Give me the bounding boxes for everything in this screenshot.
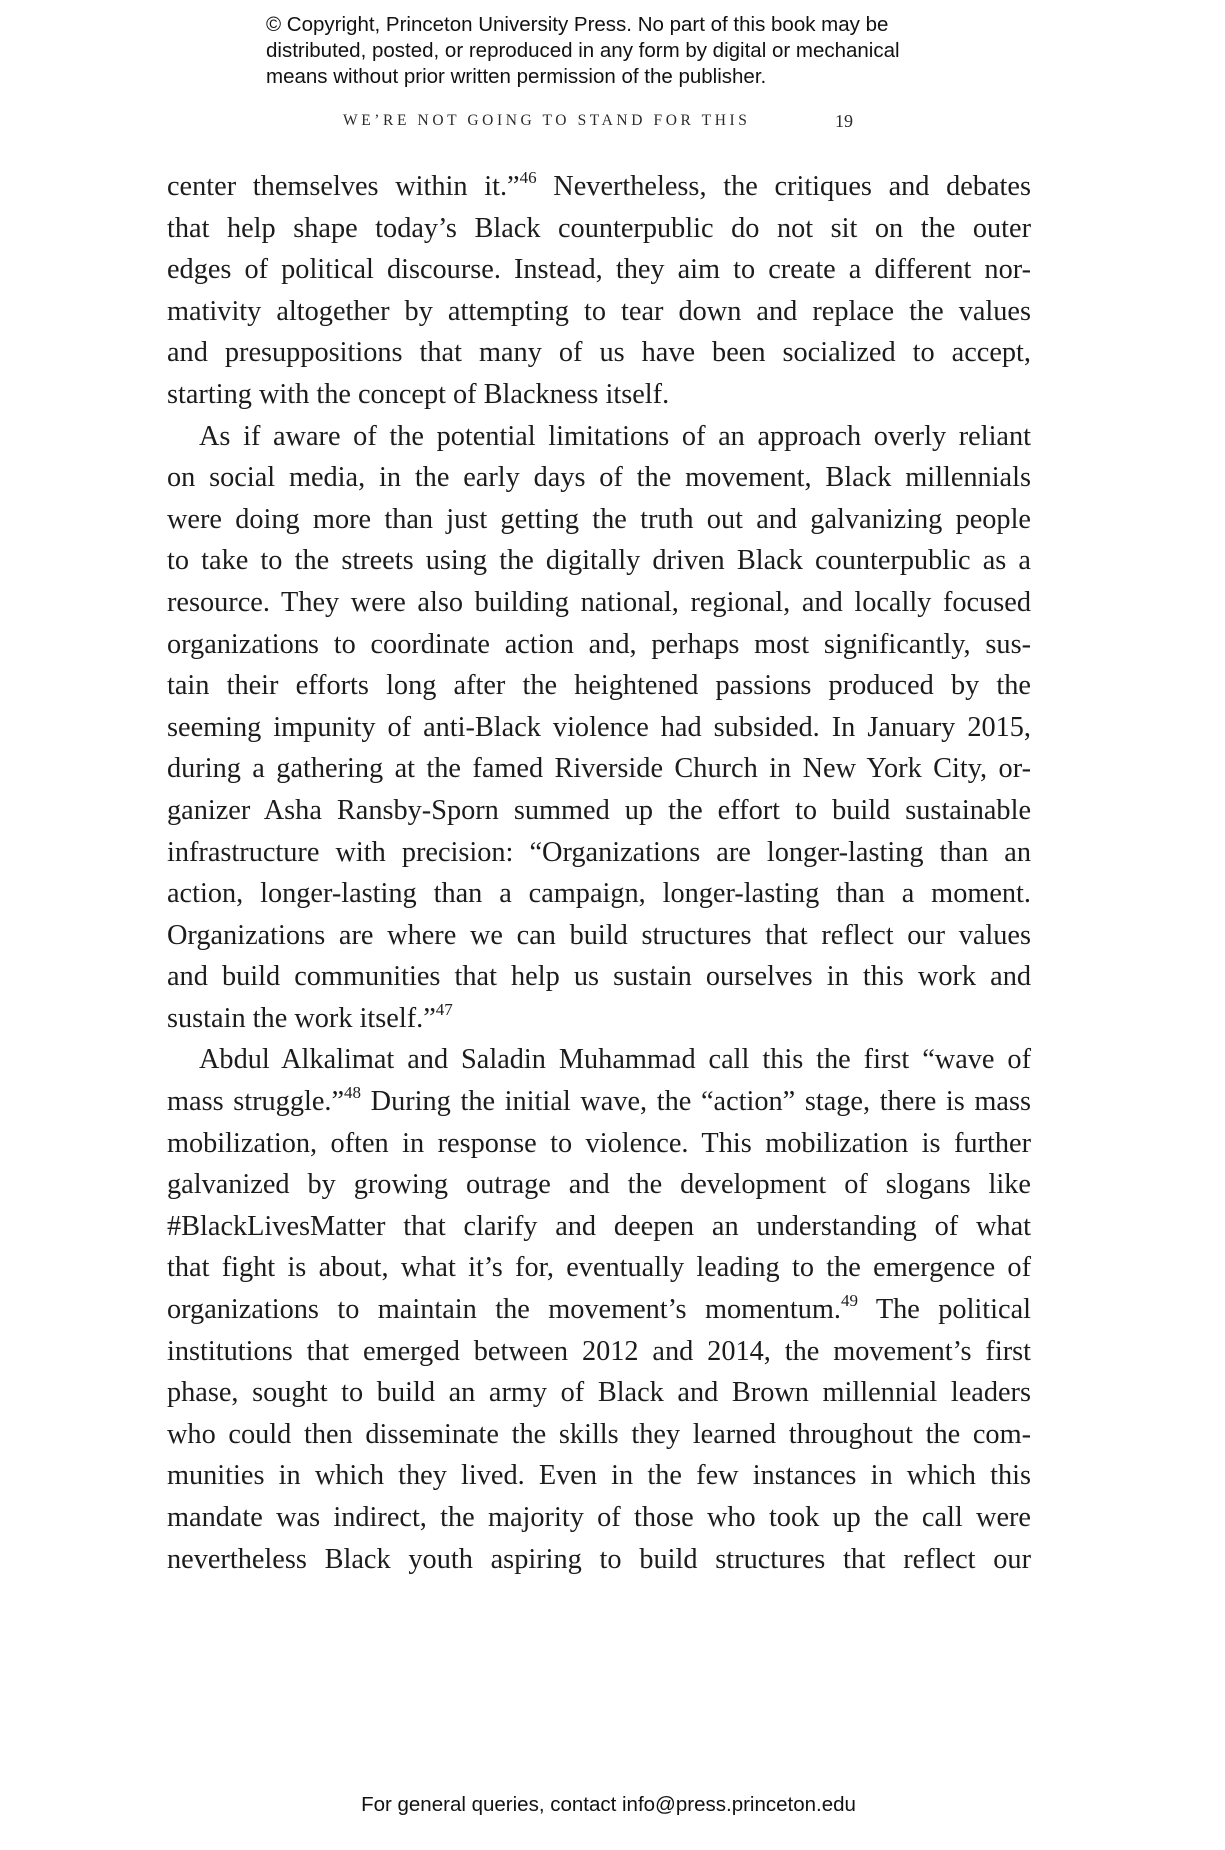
text-segment: mass struggle.” [167,1086,345,1118]
text-line [167,624,1031,666]
copyright-line: distributed, posted, or reproduced in any form by digital or mechanical [266,39,900,62]
text-segment: Nevertheless, the critiques and debates [536,171,1031,202]
text-line [167,1372,1031,1414]
text-line [167,1206,1031,1248]
footer [0,1793,1225,1817]
text-segment: edges of political discourse. Instead, they aim to create a different nor- [167,254,1031,286]
paragraph [167,416,1031,1040]
text-segment: infrastructure with precision: “Organizations are longer-lasting than an [167,836,1031,868]
text-segment: during a gathering at the famed Riverside Church in New York City, or- [167,753,1031,785]
text-segment: phase, sought to build an army of Black and Brown millennial leaders [167,1377,1031,1409]
running-header-title: WE’RE NOT GOING TO STAND FOR THIS [343,112,751,129]
text-segment: ganizer Asha Ransby-Sporn summed up the effort to build sustainable [167,794,1031,826]
text-line [167,956,1031,998]
text-segment: mobilization, often in response to violence. This mobilization is further [167,1127,1031,1159]
paragraph [167,166,1031,416]
footnote-reference[interactable]: 49 [840,1291,858,1311]
footnote-reference[interactable]: 47 [435,999,453,1019]
text-line [167,1497,1031,1539]
text-line [167,1539,1031,1581]
text-segment: sustain the work itself.” [167,1002,436,1034]
text-segment: seeming impunity of anti-Black violence had subsided. In January 2015, [167,711,1031,743]
text-segment: and presuppositions that many of us have been socialized to accept, [167,337,1031,369]
text-line [167,832,1031,874]
text-segment: starting with the concept of Blackness itself. [167,378,670,410]
text-segment: action, longer-lasting than a campaign, longer-lasting than a moment. [167,878,1031,910]
footnote-reference[interactable]: 46 [519,168,537,187]
text-segment: #BlackLivesMatter that clarify and deepen an understanding of what [167,1210,1031,1242]
text-line [167,499,1031,541]
body-text [167,166,1031,1580]
text-segment: As if aware of the potential limitations of an approach overly reliant [199,420,1031,452]
text-segment: tain their efforts long after the heightened passions produced by the [167,670,1031,702]
text-segment: mativity altogether by attempting to tear down and replace the values [167,295,1031,327]
text-segment: who could then disseminate the skills they learned throughout the com- [167,1418,1031,1450]
text-line [167,1247,1031,1289]
text-line [167,748,1031,790]
text-segment: and build communities that help us sustain ourselves in this work and [167,961,1031,993]
copyright-notice [266,12,986,90]
copyright-line: © Copyright, Princeton University Press. No part of this book may be [266,13,889,36]
text-segment: were doing more than just getting the truth out and galvanizing people [167,503,1031,535]
text-line [167,998,1031,1040]
text-segment: During the initial wave, the “action” stage, there is mass [361,1086,1031,1118]
text-segment: mandate was indirect, the majority of those who took up the call were [167,1502,1031,1533]
paragraph [167,1039,1031,1580]
text-line [167,332,1031,374]
text-line [167,790,1031,832]
text-segment: organizations to coordinate action and, perhaps most significantly, sus- [167,628,1031,660]
text-line [167,208,1031,250]
text-segment: organizations to maintain the movement’s momentum. [167,1294,841,1326]
text-line [167,915,1031,957]
text-line [167,1123,1031,1165]
text-segment: on social media, in the early days of the movement, Black millennials [167,462,1031,494]
running-header [343,112,903,130]
text-line [167,291,1031,333]
text-segment: The political [857,1294,1031,1326]
text-line [167,1164,1031,1206]
text-line [167,249,1031,291]
footer-contact-text: For general queries, contact info@press.princeton.edu [361,1793,856,1816]
text-line [167,873,1031,915]
text-line [167,540,1031,582]
text-line [167,1331,1031,1373]
text-line [167,1414,1031,1456]
text-segment: resource. They were also building national, regional, and locally focused [167,586,1031,618]
text-line [167,374,1031,416]
text-segment: institutions that emerged between 2012 and 2014, the movement’s first [167,1335,1031,1367]
text-line [167,1081,1031,1123]
text-segment: that help shape today’s Black counterpublic do not sit on the outer [167,212,1031,244]
text-line [167,707,1031,749]
text-line [167,416,1031,458]
text-line [167,665,1031,707]
text-segment: munities in which they lived. Even in the few instances in which this [167,1460,1031,1492]
text-line [167,457,1031,499]
text-segment: nevertheless Black youth aspiring to build structures that reflect our [167,1543,1031,1575]
text-segment: Organizations are where we can build structures that reflect our values [167,919,1031,951]
copyright-line: means without prior written permission of the publisher. [266,65,767,88]
text-segment: to take to the streets using the digitally driven Black counterpublic as a [167,545,1031,577]
text-line [167,1039,1031,1081]
footnote-reference[interactable]: 48 [344,1083,362,1103]
text-segment: galvanized by growing outrage and the development of slogans like [167,1169,1031,1201]
text-line [167,1455,1031,1497]
text-segment: Abdul Alkalimat and Saladin Muhammad call this the first “wave of [199,1044,1031,1076]
text-segment: that fight is about, what it’s for, eventually leading to the emergence of [167,1252,1031,1284]
page-number: 19 [835,111,853,131]
text-line [167,166,1031,208]
text-line [167,582,1031,624]
text-segment: center themselves within it.” [167,171,520,202]
text-line [167,1289,1031,1331]
